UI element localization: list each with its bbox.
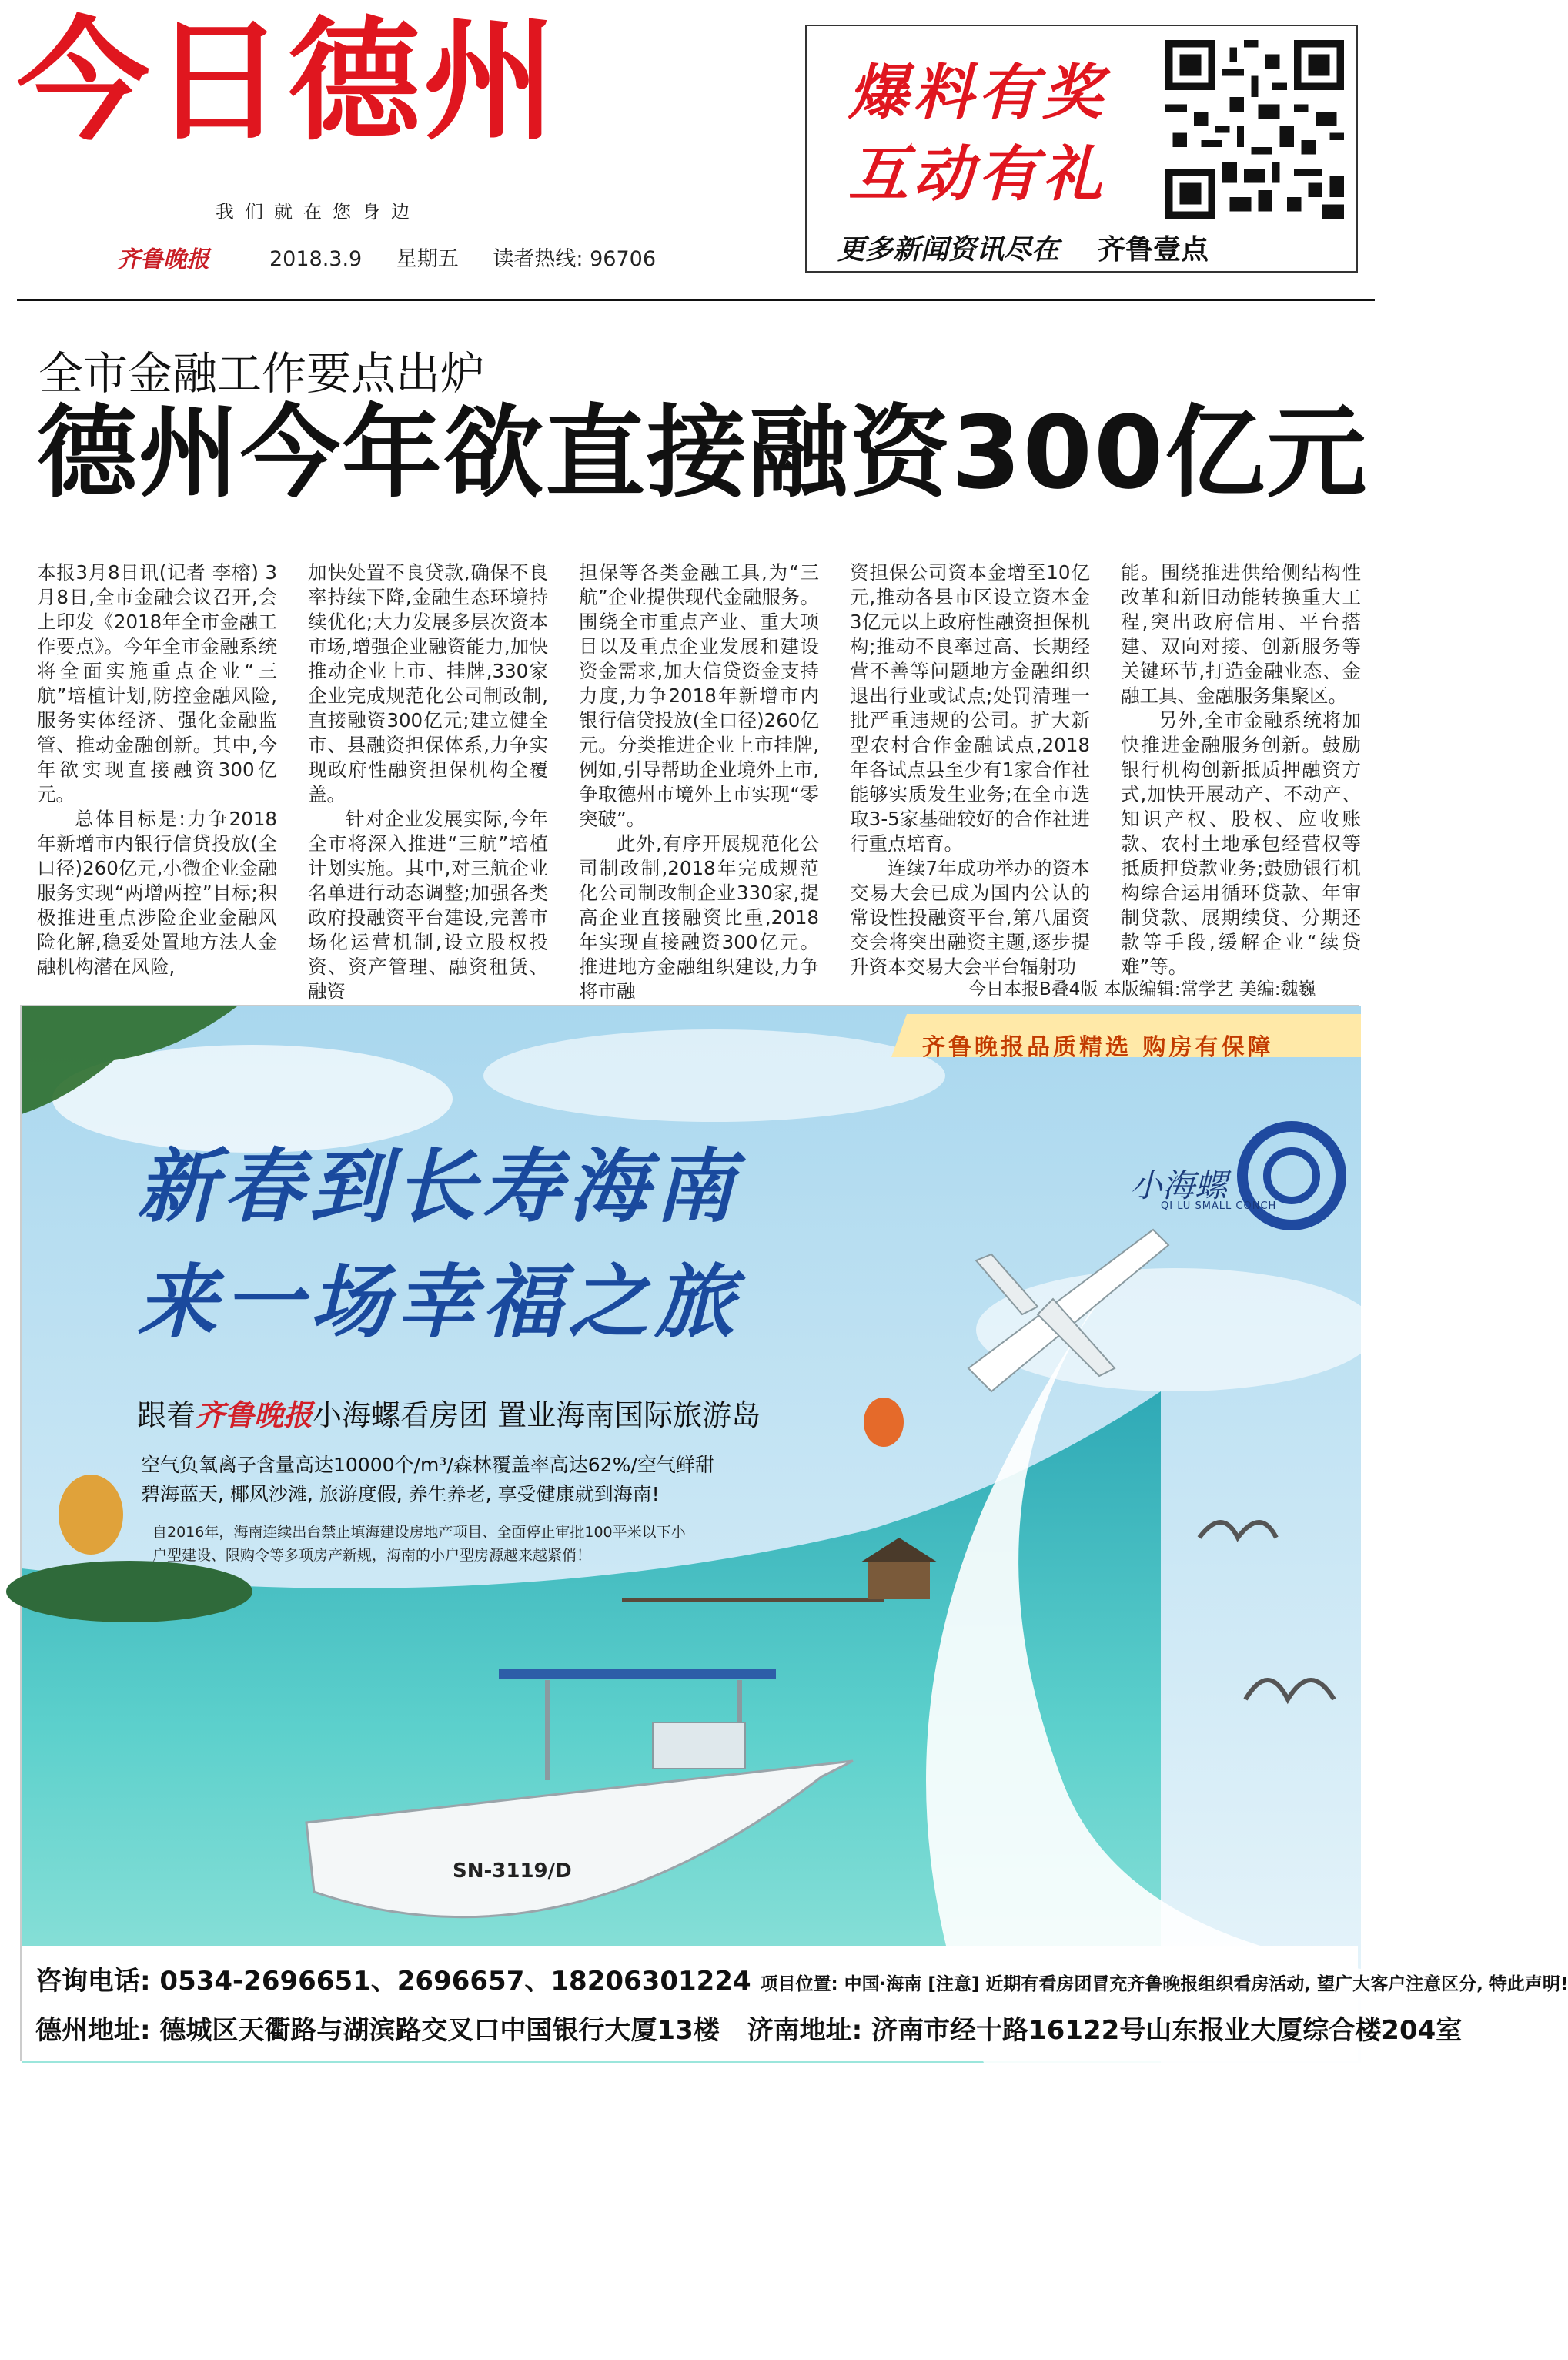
article-paragraph: 总体目标是:力争2018年新增市内银行信贷投放(全口径)260亿元,小微企业金融服务实现“两增两控”目标;积极推进重点涉险企业金融风险化解,稳妥处置地方法人金融机构潜在风险, xyxy=(37,808,277,978)
advertisement[interactable] xyxy=(20,1005,1568,2061)
ad-sub-prefix: 跟着 xyxy=(137,1398,196,1432)
article-column-5 xyxy=(1121,561,1361,979)
masthead-rule xyxy=(17,299,1375,301)
reader-hotline: 读者热线: 96706 xyxy=(493,247,656,271)
promo-footer-text: 更多新闻资讯尽在 xyxy=(837,234,1060,266)
issue-weekday: 星期五 xyxy=(396,247,459,271)
boat-registration: SN-3119/D xyxy=(453,1860,572,1883)
ad-jinan-address: 济南地址: 济南市经十路16122号山东报业大厦综合楼204室 xyxy=(747,2015,1463,2046)
promo-box xyxy=(805,25,1358,273)
promo-line-1: 爆料有奖 xyxy=(848,59,1108,128)
article-column-2 xyxy=(308,561,548,1004)
ad-subheadline xyxy=(137,1391,761,1434)
ad-notice: 自2016年，海南连续出台禁止填海建设房地产项目、全面停止审批100平米以下小户型建设、限购令等多项房产新规，海南的小户型房源越来越紧俏！ xyxy=(152,1524,686,1564)
article-headline: 德州今年欲直接融资300亿元 xyxy=(37,394,1369,511)
article-column-3 xyxy=(579,561,819,1004)
ad-feature-line-1: 空气负氧离子含量高达10000个/m³/森林覆盖率高达62%/空气鲜甜 xyxy=(141,1454,714,1476)
ad-brand-name: 小海螺 xyxy=(1130,1167,1228,1204)
article-paragraph: 连续7年成功举办的资本交易大会已成为国内公认的常设性投融资平台,第八届资交会将突出融资主题,逐步提升资本交易大会平台辐射功 xyxy=(850,857,1090,978)
ad-project-note: 项目位置: 中国·海南 [注意] 近期有看房团冒充齐鲁晚报组织看房活动, 望广大客户注意区分, 特此声明! xyxy=(760,1974,1568,1994)
article-paragraph: 加快处置不良贷款,确保不良率持续下降,金融生态环境持续优化;大力发展多层次资本市场,增强企业融资能力,加快推动企业上市、挂牌,330家企业完成规范化公司制改制,直接融资300亿元;建立健全市、县融资担保体系,力争实现政府性融资担保机构全覆盖。 xyxy=(308,561,548,805)
issue-date: 2018.3.9 xyxy=(269,247,363,271)
paper-name: 齐鲁晚报 xyxy=(117,246,209,273)
ad-headline-1: 新春到长寿海南 xyxy=(137,1140,741,1234)
article-paragraph: 本报3月8日讯(记者 李榕) 3月8日,全市金融会议召开,会上印发《2018年全市金融工作要点》。今年全市金融系统将全面实施重点企业“三航”培植计划,防控金融风险,服务实体经济、强化金融监管、推动金融创新。其中,今年欲实现直接融资300亿元。 xyxy=(37,561,277,805)
ad-feature-line-2: 碧海蓝天, 椰风沙滩, 旅游度假, 养生养老, 享受健康就到海南! xyxy=(141,1483,660,1505)
ad-headline-2: 来一场幸福之旅 xyxy=(137,1255,741,1349)
ad-brand-english: QI LU SMALL CONCH xyxy=(1161,1200,1277,1212)
article-column-4 xyxy=(850,561,1090,979)
article-column-1 xyxy=(37,561,277,979)
article-paragraph: 此外,有序开展规范化公司制改制,2018年完成规范化公司制改制企业330家,提高企业直接融资比重,2018年实现直接融资300亿元。推进地方金融组织建设,力争将市融 xyxy=(579,832,819,1003)
ad-address-row xyxy=(35,2009,1462,2047)
app-name[interactable]: 齐鲁壹点 xyxy=(1098,234,1209,266)
article-paragraph: 担保等各类金融工具,为“三航”企业提供现代金融服务。围绕全市重点产业、重大项目以及重点企业发展和建设资金需求,加大信贷资金支持力度,力争2018年新增市内银行信贷投放(全口径)260亿元。分类推进企业上市挂牌,例如,引导帮助企业境外上市,争取德州市境外上市实现“零突破”。 xyxy=(579,561,819,830)
article-paragraph: 资担保公司资本金增至10亿元,推动各县市区设立资本金3亿元以上政府性融资担保机构;推动不良率过高、长期经营不善等问题地方金融组织退出行业或试点;处罚清理一批严重违规的公司。扩大新型农村合作金融试点,2018年各试点县至少有1家合作社能够实质发生业务;在全市选取3-5家基础较好的合作社进行重点培育。 xyxy=(850,561,1090,855)
article-paragraph: 另外,全市金融系统将加快推进金融服务创新。鼓励银行机构创新抵质押融资方式,加快开展动产、不动产、知识产权、股权、应收账款、农村土地承包经营权等抵质押贷款业务;鼓励银行机构综合运用循环贷款、年审制贷款、展期续贷、分期还款等手段,缓解企业“续贷难”等。 xyxy=(1121,709,1361,978)
promo-footer xyxy=(837,228,1209,267)
ad-contact-footer xyxy=(22,1946,1568,2061)
ad-contact-row xyxy=(35,1960,1568,1997)
ad-top-banner: 齐鲁晚报品质精选 购房有保障 xyxy=(922,1034,1274,1061)
article-paragraph: 针对企业发展实际,今年全市将深入推进“三航”培植计划实施。其中,对三航企业名单进行动态调整;加强各类政府投融资平台建设,完善市场化运营机制,设立股权投资、资产管理、融资租赁、融资 xyxy=(308,808,548,1003)
ad-dezhou-address: 德州地址: 德城区天衢路与湖滨路交叉口中国银行大厦13楼 xyxy=(35,2015,720,2046)
ad-sub-paper: 齐鲁晚报 xyxy=(196,1398,313,1432)
ad-phone[interactable]: 咨询电话: 0534-2696651、2696657、18206301224 xyxy=(35,1966,751,1997)
article-kicker: 全市金融工作要点出炉 xyxy=(38,347,486,400)
qr-code-icon[interactable] xyxy=(1165,40,1344,219)
article-paragraph: 能。围绕推进供给侧结构性改革和新旧动能转换重大工程,突出政府信用、平台搭建、双向对接、创新服务等关键环节,打造金融业态、金融工具、金融服务集聚区。 xyxy=(1121,561,1361,707)
dateline xyxy=(269,242,684,272)
page-credits: 今日本报B叠4版 本版编辑:常学艺 美编:魏巍 xyxy=(968,979,1316,999)
masthead-logo: 今日德州 xyxy=(17,4,559,159)
promo-line-2: 互动有礼 xyxy=(848,140,1108,209)
masthead-slogan: 我们就在您身边 xyxy=(216,201,420,223)
ad-sub-rest: 小海螺看房团 置业海南国际旅游岛 xyxy=(313,1398,761,1432)
